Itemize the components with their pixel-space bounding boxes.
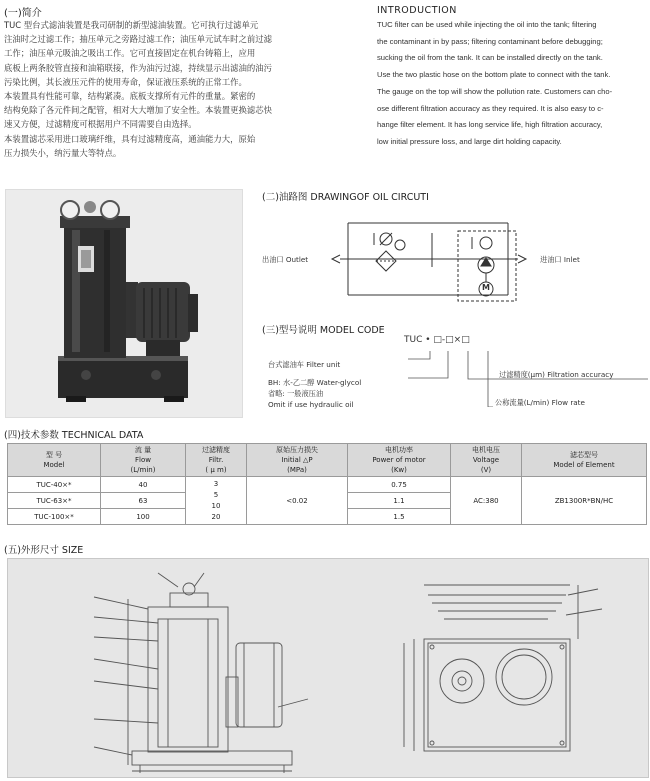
model-cell: TUC-63×* [8,493,101,509]
col-header: Power of motor [372,456,426,464]
col-header: Flow [135,456,151,464]
col-header: 流 量 [134,446,152,454]
intro-line: TUC 型台式滤油装置是我司研制的新型滤油装置。它可执行过滤单元 [4,20,259,30]
intro-text-cn [4,18,374,160]
intro-line-en: TUC filter can be used while injecting the oil into the tank; filtering [377,20,597,29]
filtr-cell [186,477,247,525]
filtr-value: 3 [213,479,219,488]
intro-line: 本装置滤芯采用进口玻璃纤维，具有过滤精度高，通油能力大，原始 [4,133,256,144]
element-cell: ZB1300R*BN/HC [522,477,647,525]
intro-heading-en: INTRODUCTION [377,5,457,16]
col-header: 原始压力损失 [276,446,318,454]
voltage-cell: AC:380 [451,477,522,525]
model-heading: (三)型号说明 MODEL CODE [262,325,385,336]
filtr-value: 5 [213,490,219,499]
col-header: Model of Element [553,461,615,469]
intro-line: 注油时之过滤工作；抽压单元之旁路过滤工作；油压单元试车时之前过滤 [4,34,272,45]
power-cell: 0.75 [348,477,451,493]
intro-line: 结构免除了各元件间之配管，相对大大增加了安全性。本装置更换滤芯快 [4,105,272,116]
power-cell: 1.5 [348,509,451,525]
filtr-value: 10 [211,501,221,510]
flow-cell: 40 [101,477,186,493]
intro-line-en: low initial pressure loss, and large dirt holding capacity. [377,136,562,146]
model-code: TUC • □-□×□ [404,335,470,345]
intro-line-en: the contaminant in by pass; filtering contaminant before debugging; [377,36,603,46]
circuit-heading: (二)油路图 DRAWINGOF OIL CIRCUTI [262,192,429,203]
pressure-cell: <0.02 [247,477,348,525]
size-heading: (五)外形尺寸 SIZE [4,545,84,556]
filtration-accuracy-label: 过滤精度(μm) Filtration accuracy [499,370,614,379]
inlet-label: 进油口 Inlet [540,255,580,264]
product-photo [5,189,243,418]
table-row [8,477,647,493]
model-code-leaders [408,349,648,407]
col-header: Model [43,461,65,469]
intro-heading-cn: (一)简介 [4,8,42,19]
intro-line-en: Use the two plastic hose on the bottom plate to connect with the tank. [377,70,611,80]
tech-table-header [8,444,647,477]
size-drawing [7,558,649,778]
col-header: 电机功率 [385,446,413,454]
tech-heading: (四)技术参数 TECHNICAL DATA [4,430,144,441]
flow-cell: 100 [101,509,186,525]
intro-text-en [377,17,649,151]
model-cell: TUC-100×* [8,509,101,525]
oil-circuit-diagram [262,205,648,317]
intro-line: 工作；油压单元吸油之吸出工作。它可直接固定在机台铸箱上，应用 [4,48,256,59]
col-header: Filtr. [208,456,224,464]
col-header: (Kw) [391,466,407,474]
tech-table [7,443,647,525]
omit-label-en: Omit if use hydraulic oil [268,400,354,409]
filtr-value: 20 [211,512,221,521]
bh-label: BH: 水-乙二醇 Water-glycol [268,378,362,387]
col-header: 滤芯型号 [570,451,598,459]
flow-rate-label: 公称流量(L/min) Flow rate [495,398,585,407]
intro-line-en: The gauge on the top will show the pollution rate. Customers can cho- [377,86,613,96]
omit-label-cn: 省略: 一般液压油 [268,389,324,398]
col-header: ( μ m) [205,466,227,474]
motor-symbol: M [482,283,490,292]
intro-line: 底板上两条胶管直接和油箱联接，作为油污过滤，持续显示出滤油的油污 [4,62,272,73]
col-header: (V) [480,466,492,474]
col-header: (L/min) [130,466,156,474]
col-header: Voltage [472,456,500,464]
col-header: 过滤精度 [202,446,230,454]
col-header: Initial △P [281,456,313,464]
intro-line-en: sucking the oil from the tank. It can be installed directly on the tank. [377,53,603,63]
model-cell: TUC-40×* [8,477,101,493]
intro-line: 本装置具有性能可靠，结构紧凑。底板支撑所有元件的重量。紧密的 [4,91,256,102]
filter-unit-label: 台式滤油车 Filter unit [268,360,341,369]
power-cell: 1.1 [348,493,451,509]
outlet-label: 出油口 Outlet [262,255,309,264]
col-header: 型 号 [45,451,63,459]
intro-line-en: ose different filtration accuracy as they required. It is also easy to c- [377,103,604,113]
col-header: (MPa) [287,466,307,474]
intro-line: 速又方便，过滤精度可根据用户不同需要自由选择。 [4,119,197,130]
col-header: 电机电压 [472,446,500,454]
intro-line: 压力损失小，纳污量大等特点。 [4,147,122,158]
flow-cell: 63 [101,493,186,509]
intro-line-en: hange filter element. It has long service life, high filtration accuracy, [377,120,603,130]
intro-line: 污染比例，其长液压元件的使用寿命，保证液压系统的正常工作。 [4,76,247,87]
